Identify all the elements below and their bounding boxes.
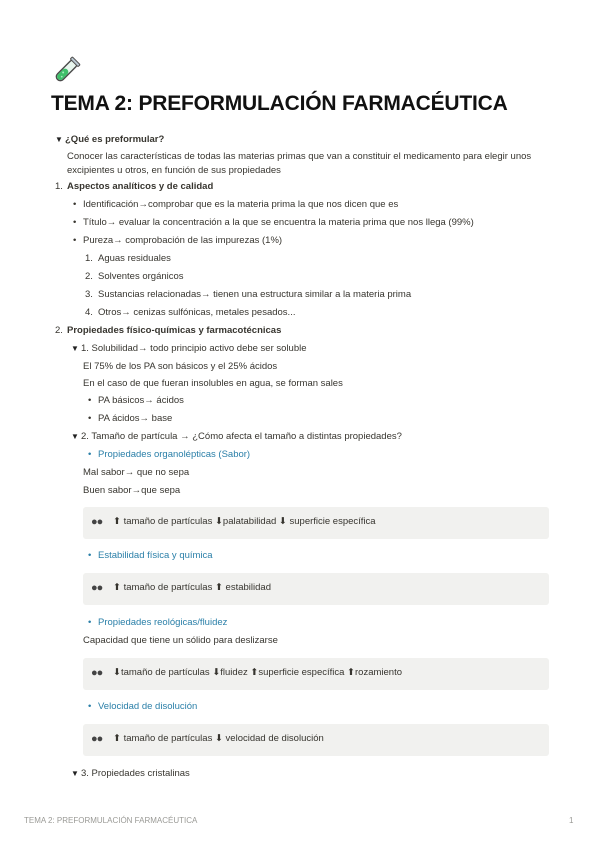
sub-list-number: 1. [85, 253, 93, 264]
list-item-link[interactable]: • Velocidad de disolución [98, 701, 197, 714]
list-item: • Título→ evaluar la concentración a la que se encuentra la materia prima que nos llega (99%) [83, 217, 474, 230]
toggle-collapsed-icon: ▼ [71, 769, 79, 778]
callout-text: ⬆ tamaño de partículas ⬆ estabilidad [113, 582, 271, 593]
toggle-propiedades-cristalinas[interactable] [71, 768, 190, 781]
toggle-label: 3. Propiedades cristalinas [81, 768, 190, 779]
list-item-link[interactable]: • Propiedades reológicas/fluidez [98, 617, 227, 630]
toggle-tamano-particula[interactable] [71, 431, 402, 444]
toggle-label: 1. Solubilidad→ todo principio activo debe ser soluble [81, 343, 307, 354]
callout-box [83, 507, 549, 539]
sub-list-item: Sustancias relacionadas→ tienen una estructura similar a la materia prima [98, 289, 412, 300]
eyes-icon: ●● [91, 667, 103, 679]
text-line: Buen sabor→que sepa [83, 485, 181, 496]
eyes-icon: ●● [91, 582, 103, 594]
sub-list-item: Otros→ cenizas sulfónicas, metales pesados... [98, 307, 296, 318]
text-line: Mal sabor→ que no sepa [83, 467, 190, 478]
list-item: • Identificación→comprobar que es la materia prima la que nos dicen que es [83, 199, 398, 212]
eyes-icon: ●● [91, 516, 103, 528]
sub-list-number: 3. [85, 289, 93, 300]
callout-text: ⬆ tamaño de partículas ⬇palatabilidad ⬇ superficie específica [113, 516, 376, 527]
text-line: Capacidad que tiene un sólido para deslizarse [83, 635, 278, 646]
sub-list-number: 2. [85, 271, 93, 282]
eyes-icon: ●● [91, 733, 103, 745]
toggle-expanded-icon: ▼ [55, 135, 63, 144]
text-line: En el caso de que fueran insolubles en agua, se forman sales [83, 378, 343, 389]
section-2-heading: Propiedades físico-químicas y farmacotécnicas [67, 325, 282, 336]
page-number: 1 [569, 816, 574, 825]
callout-box [83, 724, 549, 756]
toggle-que-es-preformular[interactable] [55, 134, 164, 147]
list-item: • Pureza→ comprobación de las impurezas (1%) [83, 235, 282, 248]
page-title: TEMA 2: PREFORMULACIÓN FARMACÉUTICA [51, 92, 508, 115]
callout-box [83, 658, 549, 690]
callout-text: ⬇tamaño de partículas ⬇fluidez ⬆superficie específica ⬆rozamiento [113, 667, 403, 678]
toggle-expanded-icon: ▼ [71, 344, 79, 353]
toggle-heading: ¿Qué es preformular? [65, 134, 165, 145]
definition-line-1: Conocer las características de todas las materias primas que van a constituir el medicamento para elegir unos [67, 151, 532, 162]
section-1-heading: Aspectos analíticos y de calidad [67, 181, 214, 192]
toggle-label: 2. Tamaño de partícula → ¿Cómo afecta el tamaño a distintas propiedades? [81, 431, 402, 442]
section-2-number: 2. [55, 325, 63, 336]
callout-box [83, 573, 549, 605]
list-item-link[interactable]: • Estabilidad física y química [98, 550, 213, 563]
sub-list-number: 4. [85, 307, 93, 318]
sub-list-item: Solventes orgánicos [98, 271, 184, 282]
toggle-solubilidad[interactable] [71, 343, 307, 356]
toggle-expanded-icon: ▼ [71, 432, 79, 441]
list-item-link[interactable]: • Propiedades organolépticas (Sabor) [98, 449, 250, 462]
list-item: • PA básicos→ ácidos [98, 395, 184, 408]
list-item: • PA ácidos→ base [98, 413, 172, 426]
test-tube-icon [50, 55, 82, 87]
definition-line-2: excipientes u otros, en función de sus propiedades [67, 165, 281, 176]
footer-title: TEMA 2: PREFORMULACIÓN FARMACÉUTICA [24, 816, 198, 825]
text-line: El 75% de los PA son básicos y el 25% ácidos [83, 361, 278, 372]
sub-list-item: Aguas residuales [98, 253, 171, 264]
section-1-number: 1. [55, 181, 63, 192]
callout-text: ⬆ tamaño de partículas ⬇ velocidad de disolución [113, 733, 324, 744]
